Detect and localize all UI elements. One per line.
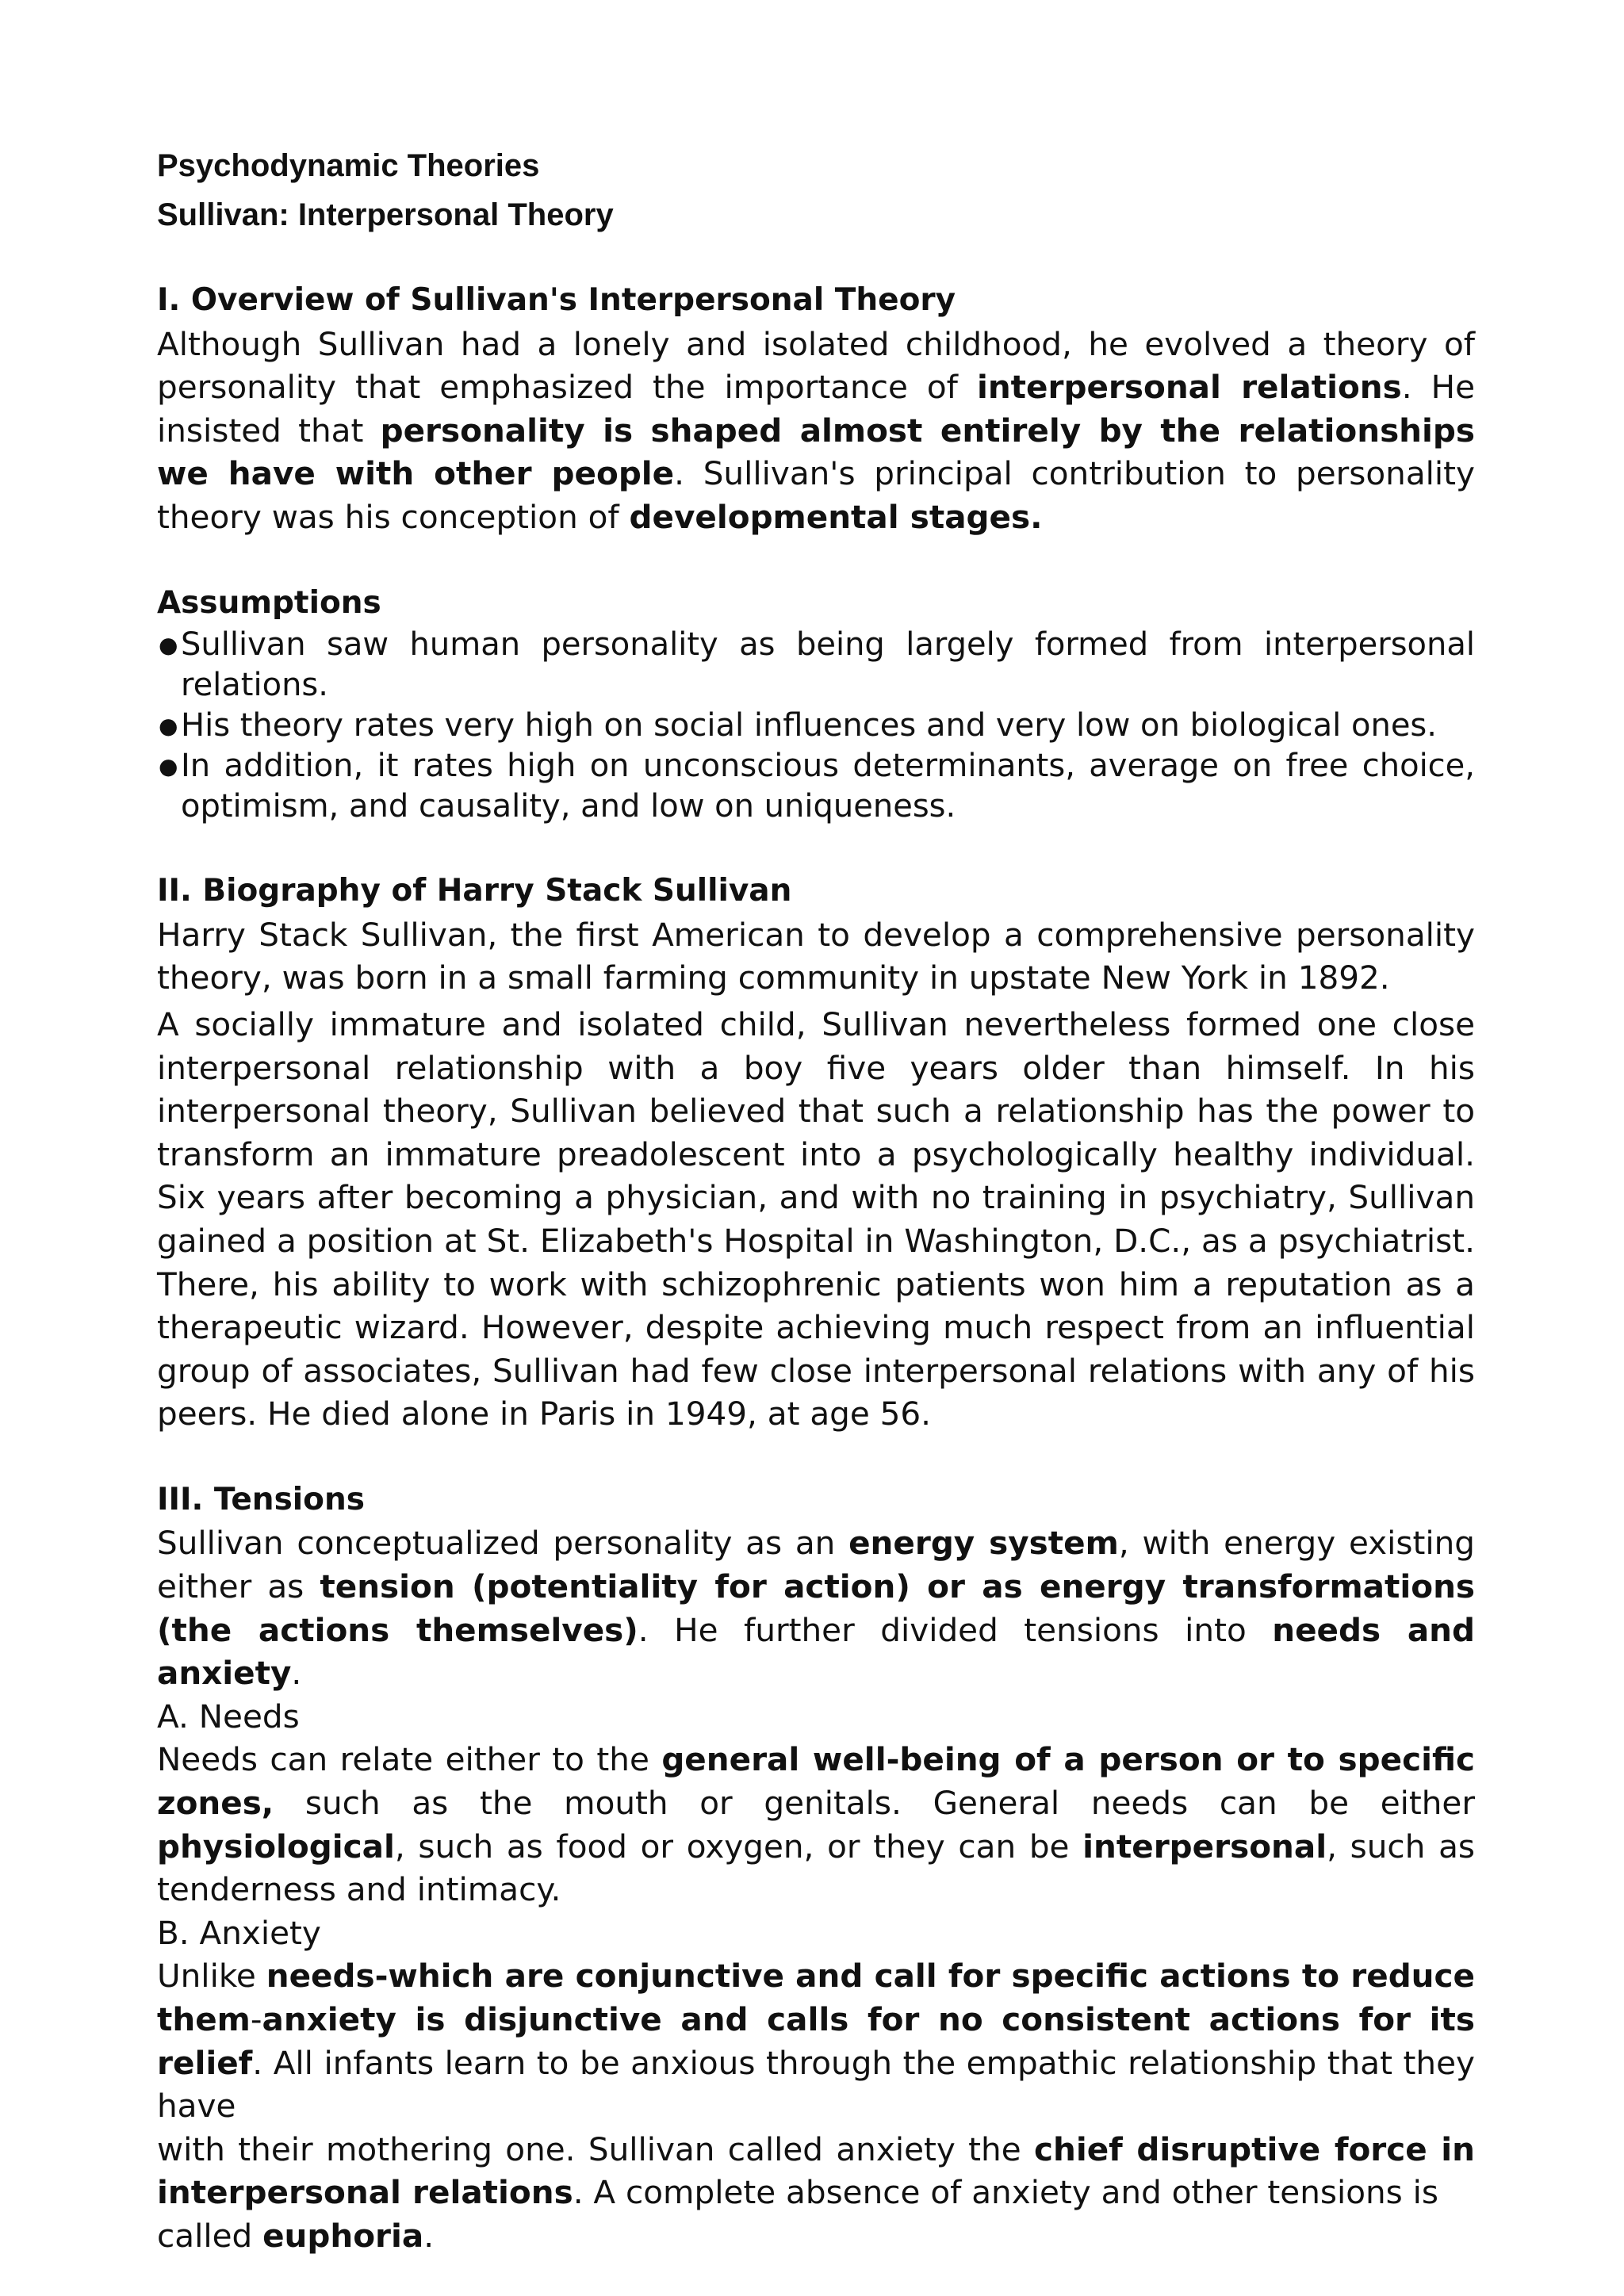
needs-paragraph (157, 1738, 1475, 1911)
biography-paragraph-1: Harry Stack Sullivan, the first American to develop a comprehensive personality theory, was born in a small farming community in upstate New York in 1892. (157, 915, 1475, 997)
list-item (157, 706, 1475, 746)
anxiety-text: called (157, 2216, 263, 2255)
needs-text: , such as food or oxygen, or they can be (394, 1827, 1083, 1866)
section-heading-tensions: III. Tensions (157, 1481, 365, 1517)
needs-bold-text: interpersonal (1082, 1827, 1327, 1866)
bullet-icon: ● (159, 753, 178, 780)
tensions-text: . (291, 1654, 302, 1693)
anxiety-paragraph (157, 1954, 1475, 2127)
document-title: Psychodynamic Theories (157, 148, 540, 183)
anxiety-bold-text: chief disruptive force in interpersonal relations (157, 2130, 1475, 2212)
overview-text: Although Sullivan had a lonely and isolated childhood, he evolved a theory of personality that emphasized the importance of (157, 324, 1475, 407)
anxiety-bold-text: anxiety is disjunctive and calls for no consistent actions for its relief (157, 2000, 1475, 2082)
needs-text: Needs can relate either to the (157, 1740, 662, 1779)
list-item-text: His theory rates very high on social influences and very low on biological ones. (181, 707, 1437, 744)
list-item-text: Sullivan saw human personality as being largely formed from interpersonal relations. (181, 626, 1475, 704)
overview-text: . Sullivan's principal contribution to personality theory was his conception of (157, 454, 1475, 536)
anxiety-text: . A complete absence of anxiety and other tensions is (573, 2173, 1439, 2212)
tensions-text: . He further divided tensions into (638, 1610, 1273, 1649)
overview-paragraph (157, 323, 1475, 539)
anxiety-text: with their mothering one. Sullivan called anxiety the (157, 2130, 1034, 2168)
needs-text: such as the mouth or genitals. General needs can be either (274, 1784, 1475, 1823)
overview-bold-text: developmental stages. (629, 497, 1043, 536)
tensions-text: Sullivan conceptualized personality as an (157, 1524, 849, 1563)
anxiety-paragraph-continued (157, 2128, 1475, 2214)
list-item (157, 625, 1475, 706)
anxiety-text: . All infants learn to be anxious through the empathic relationship that they have (157, 2043, 1475, 2126)
assumptions-list (157, 625, 1475, 827)
document-content (157, 141, 1475, 2258)
overview-bold-text: personality is shaped almost entirely by the relationships we have with other people (157, 411, 1475, 493)
section-heading-assumptions: Assumptions (157, 584, 381, 621)
anxiety-text: Unlike (157, 1957, 266, 1996)
tensions-bold-text: energy system (848, 1524, 1119, 1563)
section-heading-biography: II. Biography of Harry Stack Sullivan (157, 873, 792, 909)
subheading-needs: A. Needs (157, 1697, 300, 1735)
tensions-bold-text: tension (potentiality for action) or as energy transformations (the actions themselves) (157, 1567, 1476, 1649)
bullet-icon: ● (159, 632, 178, 659)
tensions-paragraph (157, 1521, 1475, 1694)
list-item-text: In addition, it rates high on unconscious determinants, average on free choice, optimism, and causality, and low on uniqueness. (181, 748, 1475, 825)
overview-text: . He insisted that (157, 368, 1475, 450)
overview-bold-text: interpersonal relations (976, 368, 1402, 407)
anxiety-text: - (250, 2000, 262, 2038)
anxiety-paragraph-end (157, 2214, 1475, 2258)
bullet-icon: ● (159, 713, 178, 740)
biography-paragraph-2: A socially immature and isolated child, Sullivan nevertheless formed one close interpersonal relationship with a boy five years older than himself. In his interpersonal theory, Sullivan believed that such a relationship has the power to transform an immature preadolescent into a psychologically healthy individual. Six years after becoming a physician, and with no training in psychiatry, Sullivan gained a position at St. Elizabeth's Hospital in Washington, D.C., as a psychiatrist. There, his ability to work with schizophrenic patients won him a reputation as a therapeutic wizard. However, despite achieving much respect from an influential group of associates, Sullivan had few close interpersonal relations with any of his peers. He died alone in Paris in 1949, at age 56. (157, 1004, 1475, 1433)
tensions-text: , with energy existing either as (157, 1524, 1476, 1606)
document-subtitle: Sullivan: Interpersonal Theory (157, 197, 614, 232)
needs-bold-text: general well-being of a person or to specific zones, (157, 1740, 1475, 1823)
anxiety-bold-text: needs-which are conjunctive and call for specific actions to reduce them (157, 1957, 1475, 2038)
subheading-anxiety: B. Anxiety (157, 1913, 321, 1952)
tensions-bold-text: needs and anxiety (157, 1610, 1476, 1693)
section-heading-overview: I. Overview of Sullivan's Interpersonal Theory (157, 282, 956, 318)
anxiety-bold-text: euphoria (262, 2216, 424, 2255)
needs-text: , such as tenderness and intimacy. (157, 1827, 1475, 1909)
anxiety-text: . (423, 2216, 435, 2255)
list-item (157, 746, 1475, 827)
needs-bold-text: physiological (157, 1827, 395, 1866)
